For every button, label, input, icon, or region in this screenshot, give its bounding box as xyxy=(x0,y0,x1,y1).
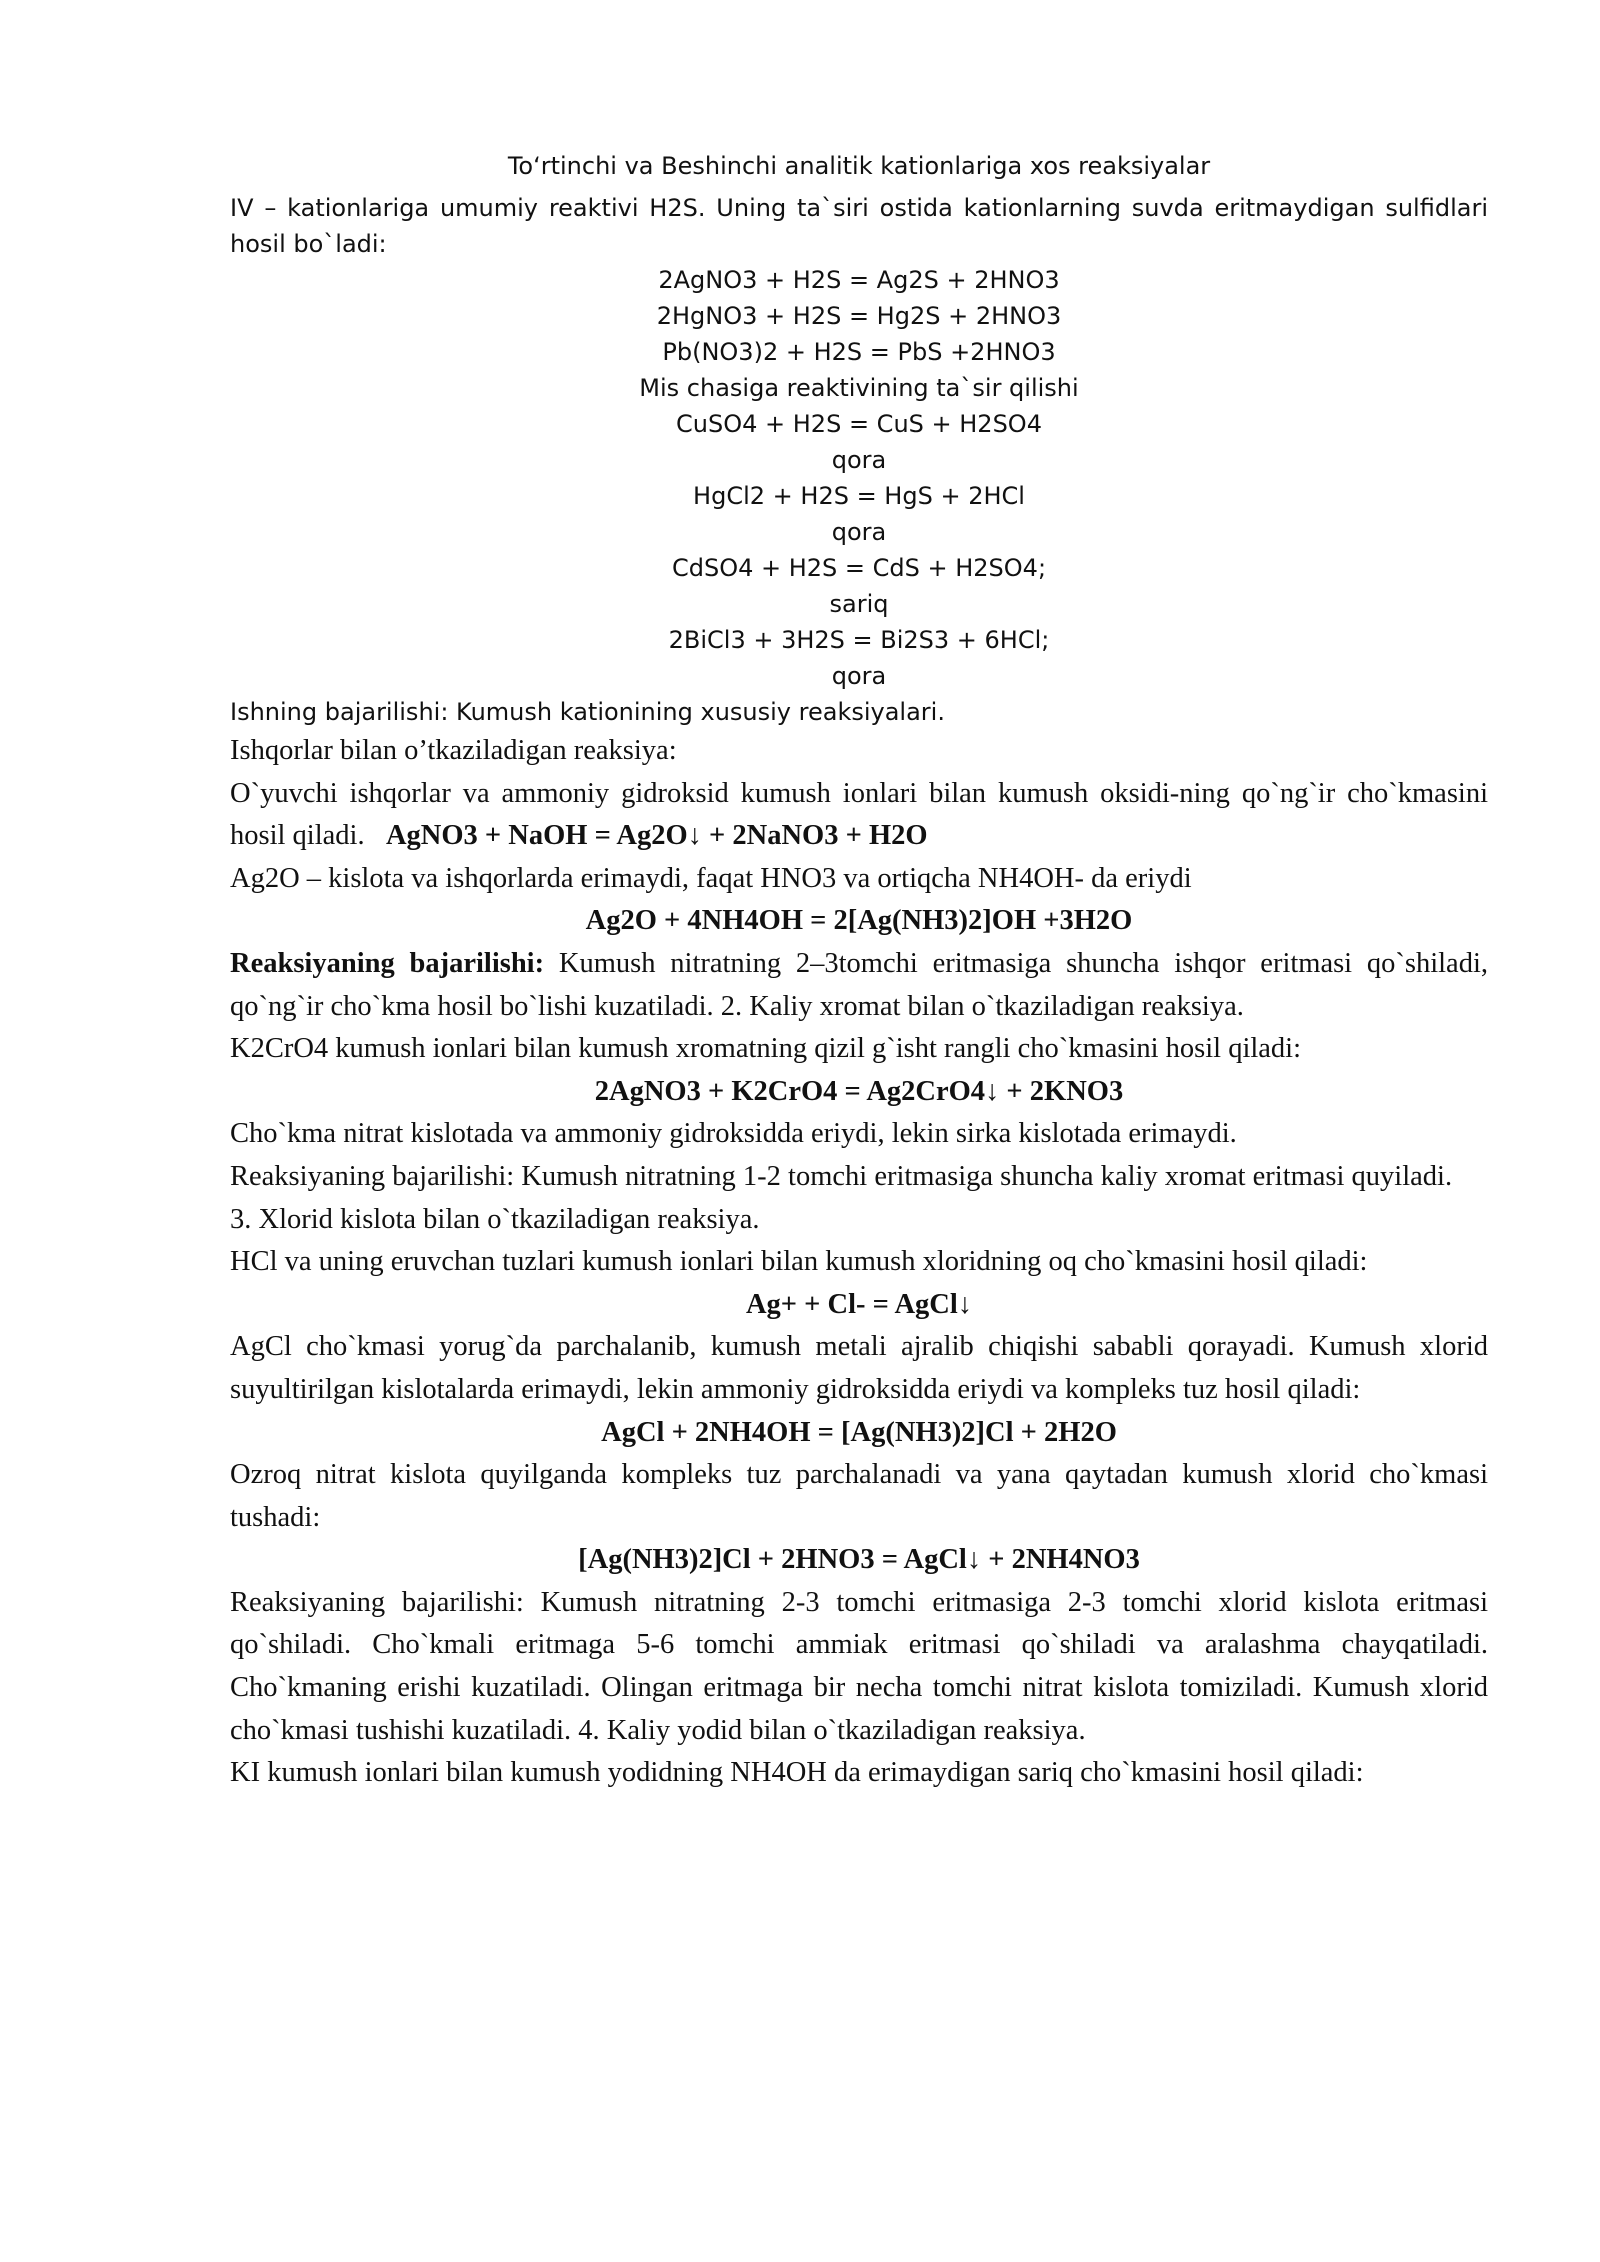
reaction-line: 2AgNO3 + H2S = Ag2S + 2HNO3 xyxy=(658,266,1060,294)
equation-agcl: Ag+ + Cl- = AgCl↓ xyxy=(745,1288,973,1320)
reaction-line: CdSO4 + H2S = CdS + H2SO4; xyxy=(671,554,1047,582)
paragraph-procedure-2: Reaksiyaning bajarilishi: Kumush nitratning 1-2 tomchi eritmasiga shuncha kaliy xromat eritmasi quyiladi. xyxy=(230,1160,1453,1192)
procedure-label: Reaksiyaning bajarilishi: xyxy=(230,947,545,979)
equation-complex: AgCl + 2NH4OH = [Ag(NH3)2]Cl + 2H2O xyxy=(601,1416,1117,1448)
precipitate-color: qora xyxy=(831,662,887,690)
paragraph-chloride: HCl va uning eruvchan tuzlari kumush ionlari bilan kumush xloridning oq cho`kmasini hosil qiladi: xyxy=(230,1246,1368,1278)
section-heading-alkali: Ishqorlar bilan o’tkaziladigan reaksiya: xyxy=(230,735,677,766)
inline-equation: AgNO3 + NaOH = Ag2O↓ + 2NaNO3 + H2O xyxy=(385,820,928,852)
intro-paragraph: IV – kationlariga umumiy reaktivi H2S. Uning ta`siri ostida kationlarning suvda eritmaydigan sulfidlari hosil bo`ladi: xyxy=(230,194,1488,258)
precipitate-color: qora xyxy=(831,518,887,546)
equation-chromate: 2AgNO3 + K2CrO4 = Ag2CrO4↓ + 2KNO3 xyxy=(594,1075,1124,1107)
document-body xyxy=(230,148,1488,1795)
paragraph-alkali xyxy=(230,773,1488,858)
reaction-list xyxy=(230,262,1488,694)
precipitate-color: qora xyxy=(831,446,887,474)
reaction-line: HgCl2 + H2S = HgS + 2HCl xyxy=(693,482,1025,510)
section-heading-chloride: 3. Xlorid kislota bilan o`tkaziladigan reaksiya. xyxy=(230,1203,760,1235)
reaction-line: CuSO4 + H2S = CuS + H2SO4 xyxy=(676,410,1042,438)
reaction-line: 2HgNO3 + H2S = Hg2S + 2HNO3 xyxy=(656,302,1062,330)
paragraph-iodide: KI kumush ionlari bilan kumush yodidning NH4OH da erimaydigan sariq cho`kmasini hosil qiladi: xyxy=(230,1757,1364,1789)
reaction-subheading: Mis chasiga reaktivining ta`sir qilishi xyxy=(639,374,1079,402)
reaction-line: 2BiCl3 + 3H2S = Bi2S3 + 6HCl; xyxy=(668,626,1050,654)
work-procedure-line: Ishning bajarilishi: Kumush kationining xususiy reaksiyalari. xyxy=(230,698,945,726)
precipitate-color: sariq xyxy=(829,590,889,618)
paragraph-solubility: Cho`kma nitrat kislotada va ammoniy gidroksidda eriydi, lekin sirka kislotada erimaydi. xyxy=(230,1118,1237,1150)
paragraph-procedure-1 xyxy=(230,943,1488,1028)
paragraph-text: Kumush nitratning 2–3tomchi eritmasiga shuncha ishqor eritmasi qo`shiladi, qo`ng`ir cho`kma hosil bo`lishi kuzatiladi. 2. Kaliy xromat bilan o`tkaziladigan reaksiya. xyxy=(230,947,1489,1022)
page-title: To‘rtinchi va Beshinchi analitik kationlariga xos reaksiyalar xyxy=(507,152,1211,180)
paragraph-agcl-properties: AgCl cho`kmasi yorug`da parchalanib, kumush metali ajralib chiqishi sababli qorayadi. Kumush xlorid suyultirilgan kislotalarda erimaydi, lekin ammoniy gidroksidda eriydi va kompleks tuz hosil qiladi: xyxy=(230,1331,1488,1405)
paragraph-ag2o: Ag2O – kislota va ishqorlarda erimaydi, faqat HNO3 va ortiqcha NH4OH- da eriydi xyxy=(230,862,1192,894)
paragraph-text: O`yuvchi ishqorlar va ammoniy gidroksid kumush ionlari bilan kumush oksidi-ning qo`ng`ir cho`kmasini hosil qiladi. xyxy=(230,777,1488,852)
reaction-line: Pb(NO3)2 + H2S = PbS +2HNO3 xyxy=(662,338,1056,366)
paragraph-decomposition: Ozroq nitrat kislota quyilganda kompleks tuz parchalanadi va yana qaytadan kumush xlorid cho`kmasi tushadi: xyxy=(230,1459,1488,1533)
equation-ag2o-ammonia: Ag2O + 4NH4OH = 2[Ag(NH3)2]OH +3H2O xyxy=(585,905,1133,937)
paragraph-procedure-3: Reaksiyaning bajarilishi: Kumush nitratning 2-3 tomchi eritmasiga 2-3 tomchi xlorid kislota eritmasi qo`shiladi. Cho`kmali eritmaga 5-6 tomchi ammiak eritmasi qo`shiladi va aralashma chayqatiladi. Cho`kmaning erishi kuzatiladi. Olingan eritmaga bir necha tomchi nitrat kislota tomiziladi. Kumush xlorid cho`kmasi tushishi kuzatiladi. 4. Kaliy yodid bilan o`tkaziladigan reaksiya. xyxy=(230,1586,1488,1746)
paragraph-chromate: K2CrO4 kumush ionlari bilan kumush xromatning qizil g`isht rangli cho`kmasini hosil qiladi: xyxy=(230,1033,1302,1065)
equation-decomposition: [Ag(NH3)2]Cl + 2HNO3 = AgCl↓ + 2NH4NO3 xyxy=(578,1544,1140,1576)
